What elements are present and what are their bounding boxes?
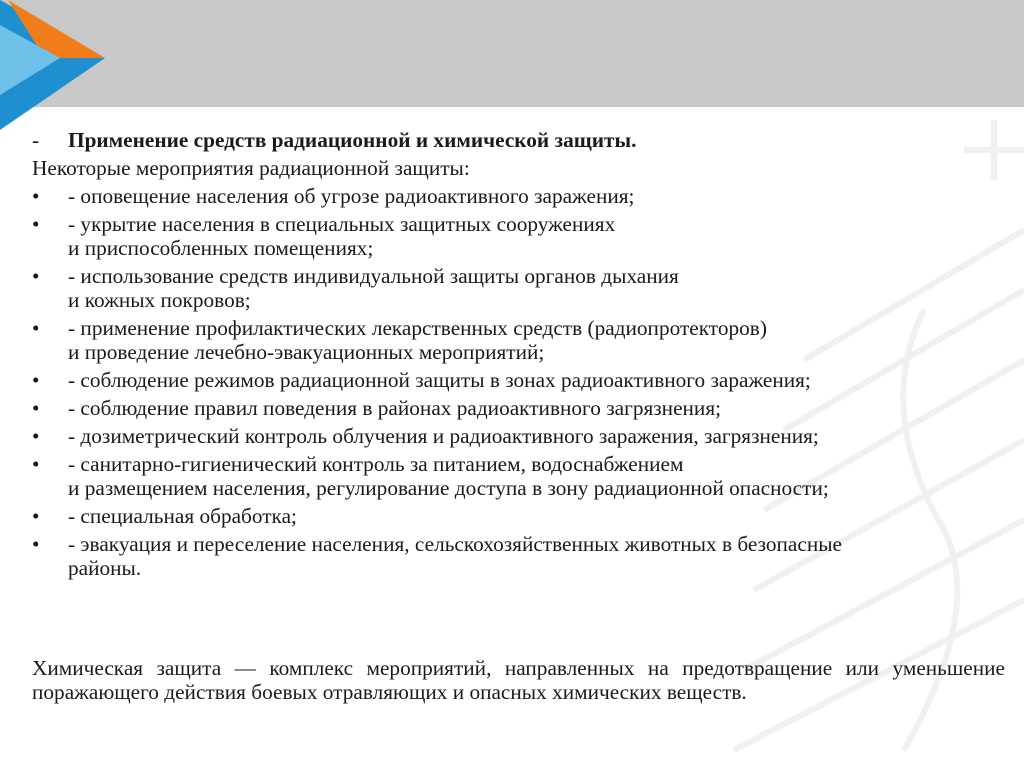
heading-dash: - [32, 128, 40, 152]
main-content [32, 128, 1012, 584]
bullet-icon: • [32, 532, 40, 556]
list-item-text: - санитарно-гигиенический контроль за питанием, водоснабжением и размещением населения, регулирование доступа в зону радиационной опасности; [68, 452, 829, 500]
bullet-icon: • [32, 424, 40, 448]
bullet-icon: • [32, 452, 40, 476]
list-item-text: - соблюдение правил поведения в районах радиоактивного загрязнения; [68, 396, 722, 420]
list-item-text: - соблюдение режимов радиационной защиты в зонах радиоактивного заражения; [68, 368, 811, 392]
list-item [32, 184, 1012, 208]
bullet-icon: • [32, 212, 40, 236]
chemical-protection-paragraph: Химическая защита — комплекс мероприятий, направленных на предотвращение или уменьшение поражающего действия боевых отравляющих и опасных химических веществ. [32, 656, 1005, 704]
bullet-icon: • [32, 316, 40, 340]
list-item [32, 396, 1012, 420]
list-item-text: - укрытие населения в специальных защитных сооружениях и приспособленных помещениях; [68, 212, 616, 260]
section-subtitle: Некоторые мероприятия радиационной защиты: [32, 156, 470, 180]
bullet-icon: • [32, 396, 40, 420]
top-header-band [0, 0, 1024, 107]
list-item [32, 212, 1012, 260]
list-item-text: - оповещение населения об угрозе радиоактивного заражения; [68, 184, 635, 208]
list-item [32, 368, 1012, 392]
list-item-text: - применение профилактических лекарственных средств (радиопротекторов) и проведение лечебно-эвакуационных мероприятий; [68, 316, 767, 364]
section-heading [32, 128, 1012, 152]
bullet-icon: • [32, 264, 40, 288]
list-item-text: - использование средств индивидуальной защиты органов дыхания и кожных покровов; [68, 264, 679, 312]
logo-triangles-icon [0, 0, 130, 130]
list-item [32, 424, 1012, 448]
list-item [32, 504, 1012, 528]
measures-list [32, 184, 1012, 580]
bullet-icon: • [32, 368, 40, 392]
list-item [32, 264, 1012, 312]
heading-text: Применение средств радиационной и химической защиты. [68, 128, 637, 152]
list-item-text: - специальная обработка; [68, 504, 297, 528]
bullet-icon: • [32, 184, 40, 208]
list-item [32, 532, 1012, 580]
bullet-icon: • [32, 504, 40, 528]
list-item [32, 452, 1012, 500]
list-item-text: - дозиметрический контроль облучения и радиоактивного заражения, загрязнения; [68, 424, 819, 448]
list-item-text: - эвакуация и переселение населения, сельскохозяйственных животных в безопасные районы. [68, 532, 842, 580]
list-item [32, 316, 1012, 364]
